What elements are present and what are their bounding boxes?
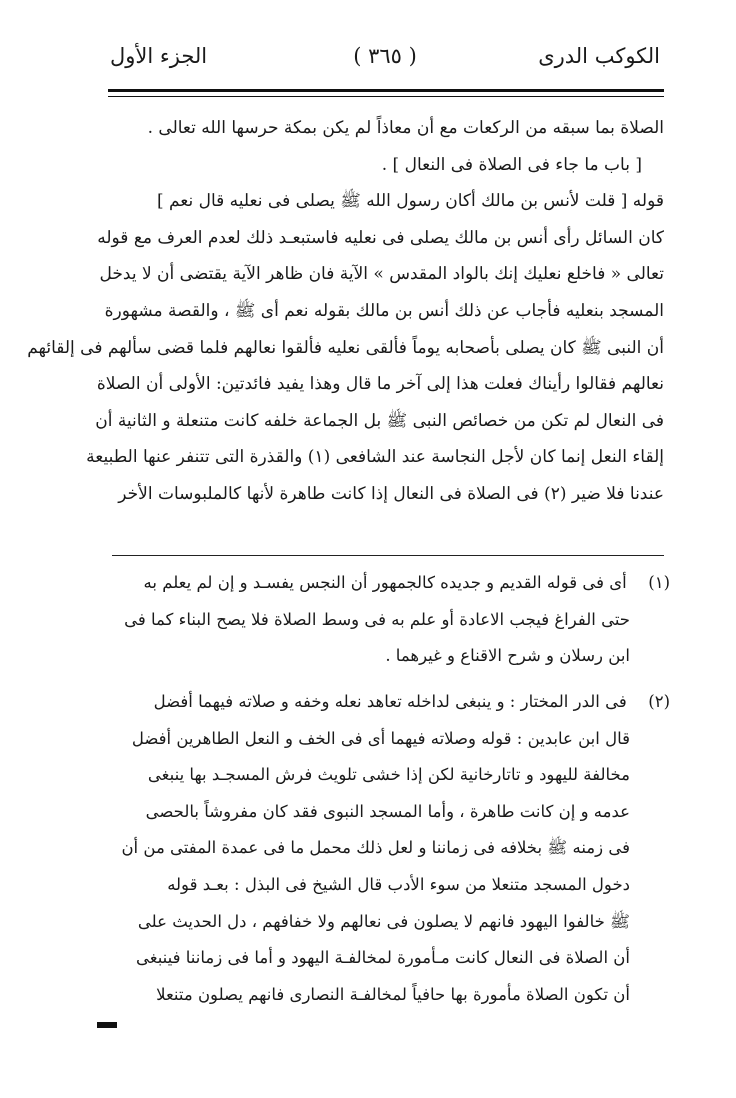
footnote-separator	[112, 555, 664, 556]
footnote-line: أى فى قوله القديم و جديده كالجمهور أن النجس يفسـد و إن لم يعلم به	[143, 573, 627, 592]
footnote-2	[110, 684, 670, 1013]
chapter-heading: [ باب ما جاء فى الصلاة فى النعال ] .	[381, 154, 642, 175]
text-line: المسجد بنعليه فأجاب عن ذلك أنس بن مالك بقوله نعم أى ﷺ ، والقصة مشهورة	[104, 300, 664, 321]
text-line: كان السائل رأى أنس بن مالك يصلى فى نعليه فاستبعـد ذلك لعدم العرف مع قوله	[97, 227, 664, 248]
footnote-line: قال ابن عابدين : قوله وصلاته فيهما أى فى الخف و النعل الطاهرين أفضل	[131, 728, 630, 748]
footnote-number: (٢)	[648, 692, 670, 711]
book-title: الكوكب الدرى	[538, 44, 660, 68]
footnote-line: حتى الفراغ فيجب الاعادة أو علم به فى وسط الصلاة فلا يصح البناء كما فى	[124, 609, 630, 629]
footnote-line: مخالفة لليهود و تاتارخانية لكن إذا خشى تلويث فرش المسجـد بها ينبغى	[147, 765, 630, 785]
volume-label: الجزء الأول	[110, 44, 208, 68]
main-text	[27, 110, 664, 513]
footnote-line: ﷺ خالفوا اليهود فانهم لا يصلون فى نعالهم ولا خفافهم ، دل الحديث على	[137, 911, 630, 931]
text-line: الصلاة بما سبقه من الركعات مع أن معاذاً لم يكن بمكة حرسها الله تعالى .	[147, 118, 664, 138]
header-rule-thick	[108, 89, 664, 92]
running-header	[110, 44, 660, 84]
footnote-line: ابن رسلان و شرح الاقناع و غيرهما .	[385, 646, 630, 666]
text-line: إلقاء النعل إنما كان لأجل النجاسة عند الشافعى (١) والقذرة التى تتنفر عنها الطبيعة	[86, 447, 664, 468]
text-line: أن النبى ﷺ كان يصلى بأصحابه يوماً فألقى نعليه فألقوا نعالهم فلما قضى سألهم فى إلقائهم	[27, 337, 664, 358]
text-line: قوله [ قلت لأنس بن مالك أكان رسول الله ﷺ يصلى فى نعليه قال نعم ]	[156, 191, 664, 212]
footnote-line: فى الدر المختار : و ينبغى لداخله تعاهد نعله وخفه و صلاته فيهما أفضل	[153, 692, 627, 711]
footnote-line: فى زمنه ﷺ بخلافه فى زماننا و لعل ذلك محمل ما فى عمدة المفتى من أن	[121, 838, 630, 858]
page-number: ( ٣٦٥ )	[353, 44, 417, 68]
footnote-line: دخول المسجد متنعلا من سوء الأدب قال الشيخ فى البذل : بعـد قوله	[167, 874, 630, 894]
text-line: فى النعال لم تكن من خصائص النبى ﷺ بل الجماعة خلفه كانت متنعلة و الثانية أن	[95, 410, 664, 431]
text-line: نعالهم فقالوا رأيناك فعلت هذا إلى آخر ما قال وهذا يفيد فائدتين: الأولى أن الصلاة	[96, 374, 664, 395]
continuation-mark	[97, 1022, 117, 1028]
footnote-line: أن الصلاة فى النعال كانت مـأمورة لمخالفـة اليهود و أما فى زماننا فينبغى	[135, 948, 630, 968]
footnote-line: أن تكون الصلاة مأمورة بها حافياً لمخالفـة النصارى فانهم يصلون متنعلا	[156, 984, 630, 1004]
footnote-1	[110, 565, 670, 675]
footnote-number: (١)	[648, 573, 670, 592]
header-rule-thin	[108, 96, 664, 97]
footnote-line: عدمه و إن كانت طاهرة ، وأما المسجد النبوى فقد كان مفروشاً بالحصى	[145, 801, 630, 821]
text-line: عندنا فلا ضير (٢) فى الصلاة فى النعال إذا كانت طاهرة لأنها كالملبوسات الأخر	[118, 483, 664, 504]
text-line: تعالى « فاخلع نعليك إنك بالواد المقدس » الآية فان ظاهر الآية يقتضى أن لا يدخل	[99, 264, 664, 285]
